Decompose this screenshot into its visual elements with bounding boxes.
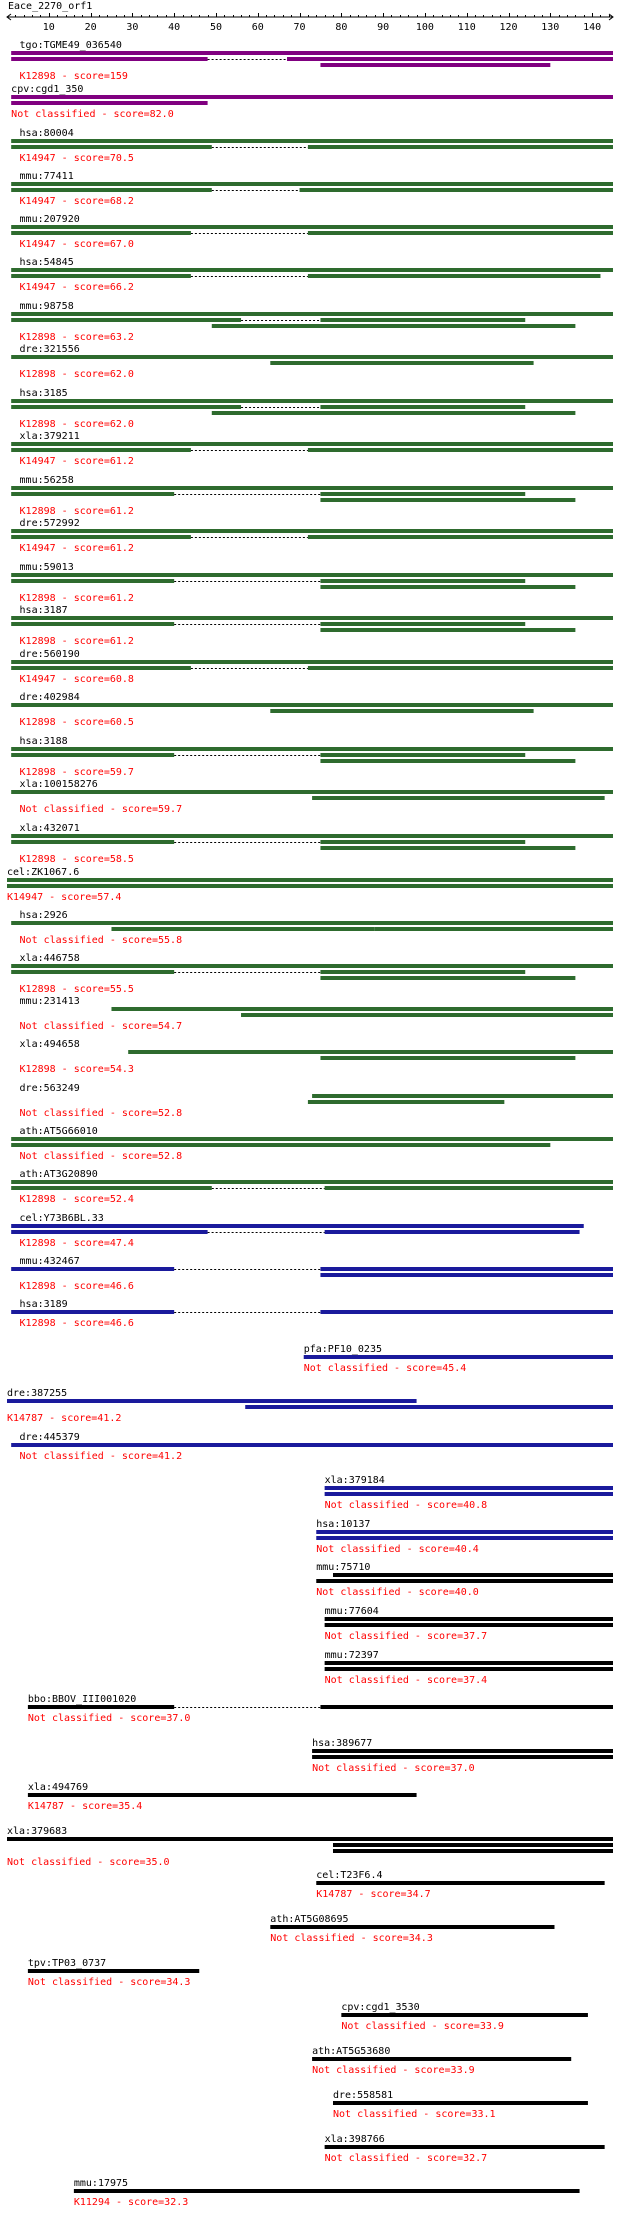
- hit-ko-score-label[interactable]: K12898 - score=59.7: [19, 767, 134, 778]
- hit-ko-score-label[interactable]: Not classified - score=52.8: [19, 1108, 183, 1119]
- alignment-segment: [11, 622, 174, 626]
- hit-row[interactable]: [312, 1738, 613, 1774]
- hit-ko-score-label[interactable]: Not classified - score=33.9: [341, 2021, 504, 2032]
- ruler-tick-label: 30: [126, 22, 139, 33]
- hit-row[interactable]: [11, 475, 613, 517]
- alignment-segment: [375, 927, 613, 931]
- alignment-segment: [11, 579, 174, 583]
- alignment-segment: [11, 616, 613, 620]
- hit-row[interactable]: [316, 1519, 613, 1555]
- alignment-segment: [312, 1094, 613, 1098]
- hit-ko-score-label[interactable]: K12898 - score=61.2: [19, 506, 134, 517]
- alignment-segment: [333, 1849, 613, 1853]
- hit-gene-id[interactable]: xla:379211: [19, 431, 80, 442]
- alignment-segment: [11, 529, 613, 533]
- ruler-tick-label: 10: [42, 22, 55, 33]
- alignment-segment: [11, 573, 613, 577]
- hit-ko-score-label[interactable]: Not classified - score=34.3: [270, 1933, 433, 1944]
- hit-gene-id[interactable]: dre:445379: [19, 1432, 80, 1443]
- hit-row[interactable]: [316, 1562, 613, 1598]
- alignment-segment: [7, 1837, 613, 1841]
- hit-row[interactable]: [20, 1083, 613, 1119]
- position-ruler: [7, 13, 613, 33]
- alignment-segment: [320, 759, 575, 763]
- alignment-segment: [320, 1310, 613, 1314]
- alignment-segment: [128, 1050, 613, 1054]
- hit-row[interactable]: [11, 1299, 613, 1329]
- alignment-segment: [11, 405, 241, 409]
- ruler-tick-label: 70: [293, 22, 306, 33]
- hit-gene-id[interactable]: cel:Y73B6BL.33: [19, 1213, 104, 1224]
- hit-gene-id[interactable]: xla:379184: [324, 1475, 385, 1486]
- alignment-segment: [308, 231, 613, 235]
- hit-row[interactable]: [20, 996, 613, 1032]
- hit-gene-id[interactable]: xla:494769: [27, 1782, 89, 1793]
- hit-ko-score-label[interactable]: K11294 - score=32.3: [73, 2197, 189, 2208]
- alignment-segment: [320, 1273, 613, 1277]
- alignment-segment: [312, 1749, 613, 1753]
- alignment-segment: [320, 498, 575, 502]
- alignment-segment: [7, 878, 613, 882]
- alignment-segment: [11, 1443, 613, 1447]
- alignment-segment: [11, 225, 613, 229]
- alignment-segment: [11, 964, 613, 968]
- alignment-segment: [11, 101, 207, 105]
- alignment-segment: [11, 790, 613, 794]
- hit-row[interactable]: [7, 1388, 613, 1424]
- hit-gene-id[interactable]: xla:494658: [19, 1039, 80, 1050]
- hit-row[interactable]: [11, 301, 613, 343]
- hit-ko-score-label[interactable]: K12898 - score=62.0: [19, 369, 134, 380]
- alignment-segment: [325, 1667, 613, 1671]
- alignment-segment: [270, 1925, 554, 1929]
- hit-gene-id[interactable]: xla:446758: [19, 953, 80, 964]
- alignment-segment: [270, 361, 533, 365]
- alignment-segment: [11, 1137, 613, 1141]
- hit-gene-id[interactable]: mmu:231413: [19, 996, 80, 1007]
- hit-gene-id[interactable]: mmu:72397: [324, 1650, 379, 1661]
- hit-ko-score-label[interactable]: Not classified - score=45.4: [303, 1363, 467, 1374]
- hit-row[interactable]: [7, 867, 613, 903]
- hit-row[interactable]: [11, 910, 613, 946]
- alignment-segment: [11, 1143, 550, 1147]
- alignment-segment: [300, 188, 613, 192]
- alignment-segment: [312, 2057, 571, 2061]
- hit-ko-score-label[interactable]: K14947 - score=61.2: [19, 456, 134, 467]
- hit-row[interactable]: [325, 1606, 613, 1642]
- hit-row[interactable]: [270, 1914, 554, 1944]
- hit-ko-score-label[interactable]: Not classified - score=52.8: [19, 1151, 183, 1162]
- hit-ko-score-label[interactable]: K14947 - score=57.4: [7, 892, 122, 903]
- query-title: Eace_2270_orf1: [8, 1, 93, 12]
- alignment-segment: [11, 1267, 174, 1271]
- hit-gene-id[interactable]: hsa:80004: [19, 128, 74, 139]
- alignment-segment: [325, 1186, 613, 1190]
- hit-ko-score-label[interactable]: K14787 - score=35.4: [27, 1801, 143, 1812]
- alignment-segment: [74, 2189, 580, 2193]
- hit-gene-id[interactable]: mmu:59013: [19, 562, 74, 573]
- hit-ko-score-label[interactable]: K14947 - score=67.0: [19, 239, 134, 250]
- alignment-segment: [333, 2101, 588, 2105]
- hit-gene-id[interactable]: hsa:10137: [316, 1519, 371, 1530]
- hit-row[interactable]: [325, 2134, 605, 2164]
- alignment-segment: [320, 492, 525, 496]
- hit-row[interactable]: [11, 84, 613, 120]
- ruler-tick-label: 90: [377, 22, 390, 33]
- alignment-segment: [308, 666, 613, 670]
- alignment-segment: [333, 1573, 613, 1577]
- hit-row[interactable]: [28, 1782, 417, 1812]
- hit-row[interactable]: [316, 1870, 604, 1900]
- alignment-segment: [320, 585, 575, 589]
- alignment-segment: [320, 753, 525, 757]
- alignment-segment: [11, 231, 191, 235]
- hit-gene-id[interactable]: tpv:TP03_0737: [27, 1958, 107, 1969]
- hit-ko-score-label[interactable]: Not classified - score=59.7: [19, 804, 183, 815]
- alignment-segment: [241, 1013, 613, 1017]
- hit-gene-id[interactable]: mmu:207920: [19, 214, 80, 225]
- alignment-segment: [320, 579, 525, 583]
- ruler-tick-label: 110: [457, 22, 476, 33]
- hit-row[interactable]: [11, 953, 613, 995]
- hit-row[interactable]: [28, 1958, 199, 1988]
- hit-row[interactable]: [333, 2090, 588, 2120]
- hit-ko-score-label[interactable]: K14947 - score=68.2: [19, 196, 134, 207]
- alignment-segment: [11, 1310, 174, 1314]
- alignment-segment: [308, 1100, 504, 1104]
- alignment-segment: [320, 840, 525, 844]
- alignment-segment: [325, 1486, 613, 1490]
- hit-ko-score-label[interactable]: Not classified - score=34.3: [27, 1977, 191, 1988]
- hit-gene-id[interactable]: mmu:56258: [19, 475, 74, 486]
- hit-ko-score-label[interactable]: K14787 - score=34.7: [316, 1889, 431, 1900]
- alignment-segment: [28, 1793, 417, 1797]
- alignment-segment: [325, 1661, 613, 1665]
- hit-gene-id[interactable]: dre:572992: [19, 518, 80, 529]
- alignment-segment: [11, 1186, 212, 1190]
- alignment-segment: [11, 399, 613, 403]
- hit-ko-score-label[interactable]: K12898 - score=61.2: [19, 636, 134, 647]
- alignment-segment: [11, 274, 191, 278]
- hit-ko-score-label[interactable]: K14947 - score=60.8: [19, 674, 134, 685]
- alignment-segment: [11, 703, 613, 707]
- hit-gene-id[interactable]: pfa:PF10_0235: [303, 1344, 383, 1355]
- alignment-segment: [11, 486, 613, 490]
- hit-row[interactable]: [11, 344, 613, 380]
- hit-gene-id[interactable]: dre:560190: [19, 649, 80, 660]
- hit-row[interactable]: [11, 562, 613, 604]
- alignment-segment: [320, 405, 525, 409]
- hit-gene-id[interactable]: cel:ZK1067.6: [7, 867, 80, 878]
- alignment-segment: [304, 1355, 613, 1359]
- hit-row[interactable]: [11, 1256, 613, 1292]
- alignment-segment: [11, 666, 191, 670]
- hit-row[interactable]: [11, 1169, 613, 1205]
- alignment-segment: [7, 1399, 417, 1403]
- hit-gene-id[interactable]: cpv:cgd1_3530: [341, 2002, 420, 2013]
- alignment-segment: [111, 1007, 613, 1011]
- hit-gene-id[interactable]: tgo:TGME49_036540: [19, 40, 122, 51]
- hit-row[interactable]: [7, 1826, 613, 1868]
- alignment-segment: [312, 796, 605, 800]
- alignment-segment: [320, 628, 575, 632]
- hit-list: [7, 40, 613, 2208]
- alignment-segment: [11, 492, 174, 496]
- hit-ko-score-label[interactable]: Not classified - score=37.4: [324, 1675, 488, 1686]
- alignment-segment: [308, 145, 613, 149]
- alignment-segment: [11, 139, 613, 143]
- hit-gene-id[interactable]: hsa:3188: [19, 736, 68, 747]
- alignment-segment: [287, 57, 613, 61]
- hit-ko-score-label[interactable]: K12898 - score=58.5: [19, 854, 134, 865]
- alignment-segment: [325, 1623, 613, 1627]
- alignment-segment: [245, 1405, 613, 1409]
- alignment-segment: [11, 442, 613, 446]
- hit-row[interactable]: [20, 1039, 613, 1075]
- ruler-tick-label: 20: [84, 22, 97, 33]
- hit-gene-id[interactable]: mmu:17975: [73, 2178, 129, 2189]
- hit-ko-score-label[interactable]: Not classified - score=37.0: [312, 1763, 475, 1774]
- alignment-segment: [325, 1492, 613, 1496]
- hit-gene-id[interactable]: dre:402984: [19, 692, 80, 703]
- hit-gene-id[interactable]: xla:379683: [7, 1826, 68, 1837]
- alignment-segment: [316, 1881, 604, 1885]
- hit-gene-id[interactable]: hsa:2926: [19, 910, 68, 921]
- hit-row[interactable]: [325, 1650, 613, 1686]
- hit-ko-score-label[interactable]: K12898 - score=159: [19, 71, 128, 82]
- hit-row[interactable]: [11, 779, 613, 815]
- alignment-segment: [316, 1530, 613, 1534]
- hit-ko-score-label[interactable]: K12898 - score=61.2: [19, 593, 134, 604]
- alignment-segment: [341, 2013, 588, 2017]
- hit-ko-score-label[interactable]: K12898 - score=47.4: [19, 1238, 134, 1249]
- hit-row[interactable]: [28, 1694, 613, 1724]
- alignment-segment: [320, 63, 550, 67]
- alignment-segment: [325, 2145, 605, 2149]
- alignment-segment: [212, 324, 576, 328]
- hit-row[interactable]: [312, 2046, 571, 2076]
- hit-ko-score-label[interactable]: Not classified - score=55.8: [19, 935, 183, 946]
- alignment-segment: [320, 622, 525, 626]
- alignment-segment: [320, 1267, 613, 1271]
- alignment-segment: [333, 1843, 613, 1847]
- hit-gene-id[interactable]: mmu:77411: [19, 171, 74, 182]
- hit-ko-score-label[interactable]: K12898 - score=63.2: [19, 332, 134, 343]
- alignment-segment: [320, 976, 575, 980]
- hit-ko-score-label[interactable]: Not classified - score=41.2: [19, 1451, 183, 1462]
- alignment-segment: [320, 318, 525, 322]
- alignment-segment: [11, 753, 174, 757]
- hit-gene-id[interactable]: mmu:77604: [324, 1606, 379, 1617]
- hit-ko-score-label[interactable]: K12898 - score=60.5: [19, 717, 134, 728]
- alignment-segment: [11, 747, 613, 751]
- alignment-segment: [11, 1224, 584, 1228]
- hit-row[interactable]: [11, 40, 613, 82]
- ruler-tick-label: 140: [583, 22, 602, 33]
- ruler-tick-label: 80: [335, 22, 348, 33]
- hit-gene-id[interactable]: dre:563249: [19, 1083, 80, 1094]
- hit-ko-score-label[interactable]: Not classified - score=33.1: [332, 2109, 496, 2120]
- alignment-segment: [270, 709, 533, 713]
- hit-row[interactable]: [11, 1432, 613, 1462]
- hit-gene-id[interactable]: hsa:389677: [312, 1738, 373, 1749]
- hit-row[interactable]: [11, 388, 613, 430]
- hit-ko-score-label[interactable]: K14947 - score=70.5: [19, 153, 134, 164]
- alignment-segment: [325, 1617, 613, 1621]
- ruler-tick-label: 60: [251, 22, 264, 33]
- hit-gene-id[interactable]: hsa:54845: [19, 257, 74, 268]
- alignment-segment: [11, 51, 613, 55]
- hit-gene-id[interactable]: cel:T23F6.4: [316, 1870, 383, 1881]
- hit-ko-score-label[interactable]: K12898 - score=55.5: [19, 984, 134, 995]
- hit-gene-id[interactable]: hsa:3187: [19, 605, 68, 616]
- hit-ko-score-label[interactable]: K12898 - score=52.4: [19, 1194, 134, 1205]
- alignment-segment: [11, 921, 613, 925]
- hit-row[interactable]: [11, 257, 613, 293]
- alignment-segment: [111, 927, 374, 931]
- alignment-segment: [11, 448, 191, 452]
- hit-row[interactable]: [74, 2178, 580, 2208]
- hit-row[interactable]: [11, 649, 613, 685]
- alignment-segment: [308, 535, 613, 539]
- hit-ko-score-label[interactable]: Not classified - score=54.7: [19, 1021, 183, 1032]
- hit-gene-id[interactable]: xla:100158276: [19, 779, 98, 790]
- alignment-segment: [11, 840, 174, 844]
- alignment-segment: [28, 1705, 174, 1709]
- hit-ko-score-label[interactable]: K12898 - score=54.3: [19, 1064, 134, 1075]
- ruler-tick-label: 40: [168, 22, 181, 33]
- hit-ko-score-label[interactable]: K12898 - score=46.6: [19, 1318, 134, 1329]
- hit-gene-id[interactable]: mmu:75710: [316, 1562, 371, 1573]
- alignment-segment: [11, 145, 212, 149]
- hit-ko-score-label[interactable]: K14947 - score=61.2: [19, 543, 134, 554]
- hit-ko-score-label[interactable]: Not classified - score=37.7: [324, 1631, 488, 1642]
- hit-gene-id[interactable]: mmu:432467: [19, 1256, 80, 1267]
- hit-gene-id[interactable]: hsa:3185: [19, 388, 68, 399]
- alignment-segment: [11, 355, 613, 359]
- hit-gene-id[interactable]: xla:432071: [19, 823, 80, 834]
- ruler-tick-label: 100: [415, 22, 434, 33]
- hit-ko-score-label[interactable]: Not classified - score=40.8: [324, 1500, 488, 1511]
- hit-gene-id[interactable]: mmu:98758: [19, 301, 74, 312]
- hit-ko-score-label[interactable]: Not classified - score=37.0: [27, 1713, 191, 1724]
- hit-row[interactable]: [11, 1126, 613, 1162]
- hit-ko-score-label[interactable]: K12898 - score=62.0: [19, 419, 134, 430]
- alignment-segment: [11, 57, 207, 61]
- hit-gene-id[interactable]: cpv:cgd1_350: [11, 84, 84, 95]
- alignment-segment: [316, 1579, 613, 1583]
- hit-ko-score-label[interactable]: K12898 - score=46.6: [19, 1281, 134, 1292]
- hit-gene-id[interactable]: dre:558581: [332, 2090, 394, 2101]
- hit-ko-score-label[interactable]: Not classified - score=40.4: [316, 1544, 479, 1555]
- hit-row[interactable]: [11, 736, 613, 778]
- hit-gene-id[interactable]: xla:398766: [324, 2134, 385, 2145]
- alignment-segment: [320, 846, 575, 850]
- alignment-segment: [11, 1230, 207, 1234]
- hit-gene-id[interactable]: dre:387255: [7, 1388, 68, 1399]
- hit-row[interactable]: [11, 823, 613, 865]
- ruler-tick-label: 120: [499, 22, 518, 33]
- hit-row[interactable]: [11, 171, 613, 207]
- hit-row[interactable]: [11, 431, 613, 467]
- hit-gene-id[interactable]: hsa:3189: [19, 1299, 68, 1310]
- hit-row[interactable]: [11, 605, 613, 647]
- hit-gene-id[interactable]: ath:AT5G53680: [312, 2046, 391, 2057]
- alignment-segment: [11, 95, 613, 99]
- hit-row[interactable]: [11, 692, 613, 728]
- hit-gene-id[interactable]: ath:AT3G20890: [19, 1169, 98, 1180]
- alignment-segment: [320, 1056, 575, 1060]
- alignment-segment: [308, 448, 613, 452]
- hit-ko-score-label[interactable]: K14947 - score=66.2: [19, 282, 134, 293]
- hit-row[interactable]: [325, 1475, 613, 1511]
- hit-row[interactable]: [11, 1213, 584, 1249]
- hit-row[interactable]: [11, 518, 613, 554]
- alignment-segment: [11, 660, 613, 664]
- alignment-segment: [11, 970, 174, 974]
- hit-row[interactable]: [304, 1344, 613, 1374]
- hit-gene-id[interactable]: ath:AT5G66010: [19, 1126, 98, 1137]
- hit-ko-score-label[interactable]: Not classified - score=33.9: [312, 2065, 475, 2076]
- hit-ko-score-label[interactable]: Not classified - score=35.0: [7, 1857, 170, 1868]
- alignment-segment: [11, 318, 241, 322]
- alignment-segment: [28, 1969, 199, 1973]
- alignment-segment: [11, 182, 613, 186]
- alignment-segment: [316, 1536, 613, 1540]
- hit-row[interactable]: [11, 128, 613, 164]
- alignment-segment: [308, 274, 601, 278]
- alignment-segment: [11, 268, 613, 272]
- alignment-segment: [11, 188, 212, 192]
- alignment-segment: [320, 970, 525, 974]
- alignment-segment: [11, 1180, 613, 1184]
- alignment-segment: [11, 535, 191, 539]
- alignment-segment: [325, 1230, 580, 1234]
- hit-gene-id[interactable]: ath:AT5G08695: [270, 1914, 349, 1925]
- alignment-segment: [320, 1705, 613, 1709]
- hit-ko-score-label[interactable]: Not classified - score=32.7: [324, 2153, 488, 2164]
- ruler-tick-label: 50: [209, 22, 222, 33]
- hit-gene-id[interactable]: dre:321556: [19, 344, 80, 355]
- alignment-segment: [11, 312, 613, 316]
- alignment-segment: [312, 1755, 613, 1759]
- hit-row[interactable]: [341, 2002, 588, 2032]
- ruler-tick-label: 130: [541, 22, 560, 33]
- hit-ko-score-label[interactable]: K14787 - score=41.2: [7, 1413, 122, 1424]
- alignment-segment: [212, 411, 576, 415]
- hit-ko-score-label[interactable]: Not classified - score=40.0: [316, 1587, 479, 1598]
- hit-row[interactable]: [11, 214, 613, 250]
- alignment-segment: [7, 884, 613, 888]
- hit-gene-id[interactable]: bbo:BBOV_III001020: [27, 1694, 137, 1705]
- hit-ko-score-label[interactable]: Not classified - score=82.0: [11, 109, 174, 120]
- alignment-segment: [11, 834, 613, 838]
